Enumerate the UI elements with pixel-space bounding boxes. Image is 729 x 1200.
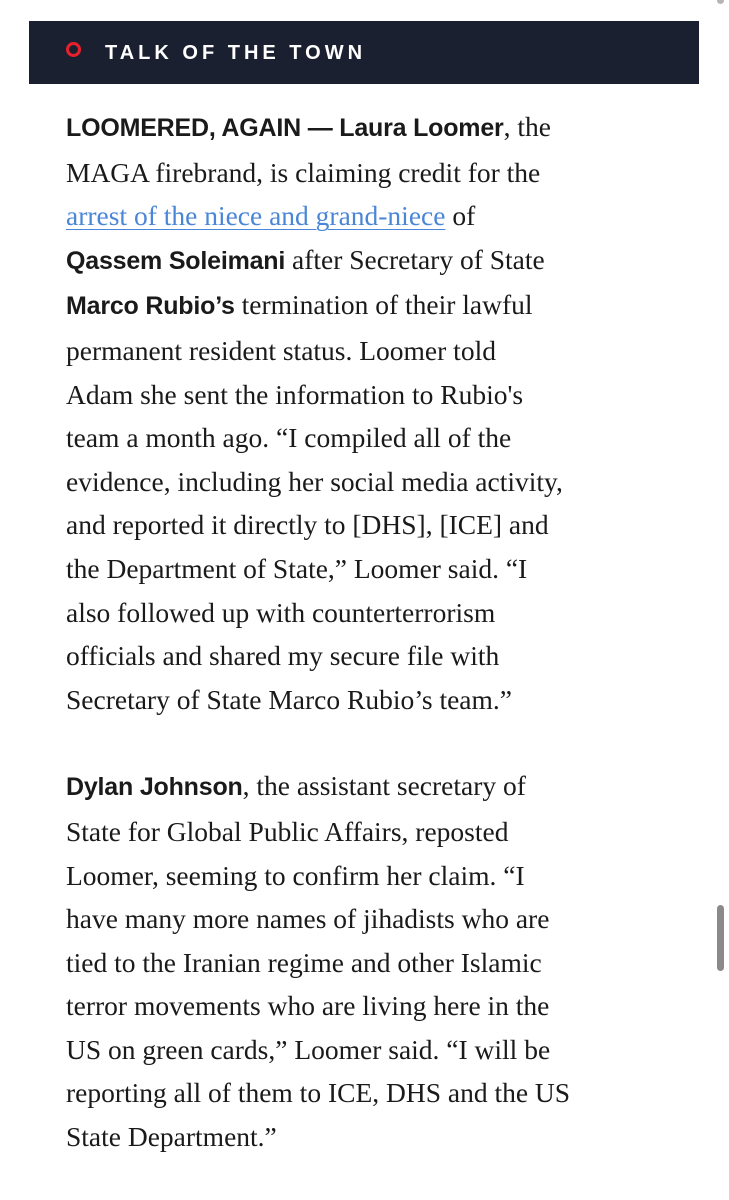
line [66,238,666,284]
line: MAGA firebrand, is claiming credit for the [66,156,541,188]
line: also followed up with counterterrorism [66,596,496,628]
text: of [445,200,476,232]
line: evidence, including her social media activity, [66,465,563,497]
text: after Secretary of State [285,243,545,275]
article-body [66,105,666,1159]
line: Loomer, seeming to confirm her claim. “I [66,859,525,891]
section-label: TALK OF THE TOWN [105,42,367,64]
bold-name: Marco Rubio’s [66,292,235,321]
text: termination of their lawful [234,289,533,321]
line: reporting all of them to ICE, DHS and the US [66,1077,571,1109]
scrollbar-thumb[interactable] [717,905,724,971]
line: officials and shared my secure file with [66,640,500,672]
line: State for Global Public Affairs, reposted [66,815,509,847]
text: , the [503,111,551,142]
line [66,105,666,151]
circle-icon [66,42,81,57]
line: US on green cards,” Loomer said. “I will be [66,1033,551,1065]
arrest-link[interactable]: arrest of the niece and grand-niece [66,200,446,232]
bold-name: Dylan Johnson [66,773,243,802]
text: , the assistant secretary of [242,770,526,802]
line: tied to the Iranian regime and other Islamic [66,946,542,978]
bold-name: Qassem Soleimani [66,246,286,275]
line: permanent resident status. Loomer told [66,334,496,366]
bold-lead: LOOMERED, AGAIN — Laura Loomer [66,114,504,142]
paragraph-1 [66,105,666,721]
line [66,764,666,810]
line: the Department of State,” Loomer said. “I [66,552,528,584]
section-header-bar [29,21,699,84]
line: State Department.” [66,1121,277,1153]
top-scroll-indicator [717,0,724,4]
paragraph-2 [66,764,666,1158]
line: Secretary of State Marco Rubio’s team.” [66,683,512,715]
line: Adam she sent the information to Rubio's [66,378,524,410]
line: terror movements who are living here in the [66,990,550,1022]
line: have many more names of jihadists who are [66,903,550,935]
line [66,283,666,329]
line: and reported it directly to [DHS], [ICE] and [66,509,549,541]
line: team a month ago. “I compiled all of the [66,422,512,454]
line [66,194,666,238]
